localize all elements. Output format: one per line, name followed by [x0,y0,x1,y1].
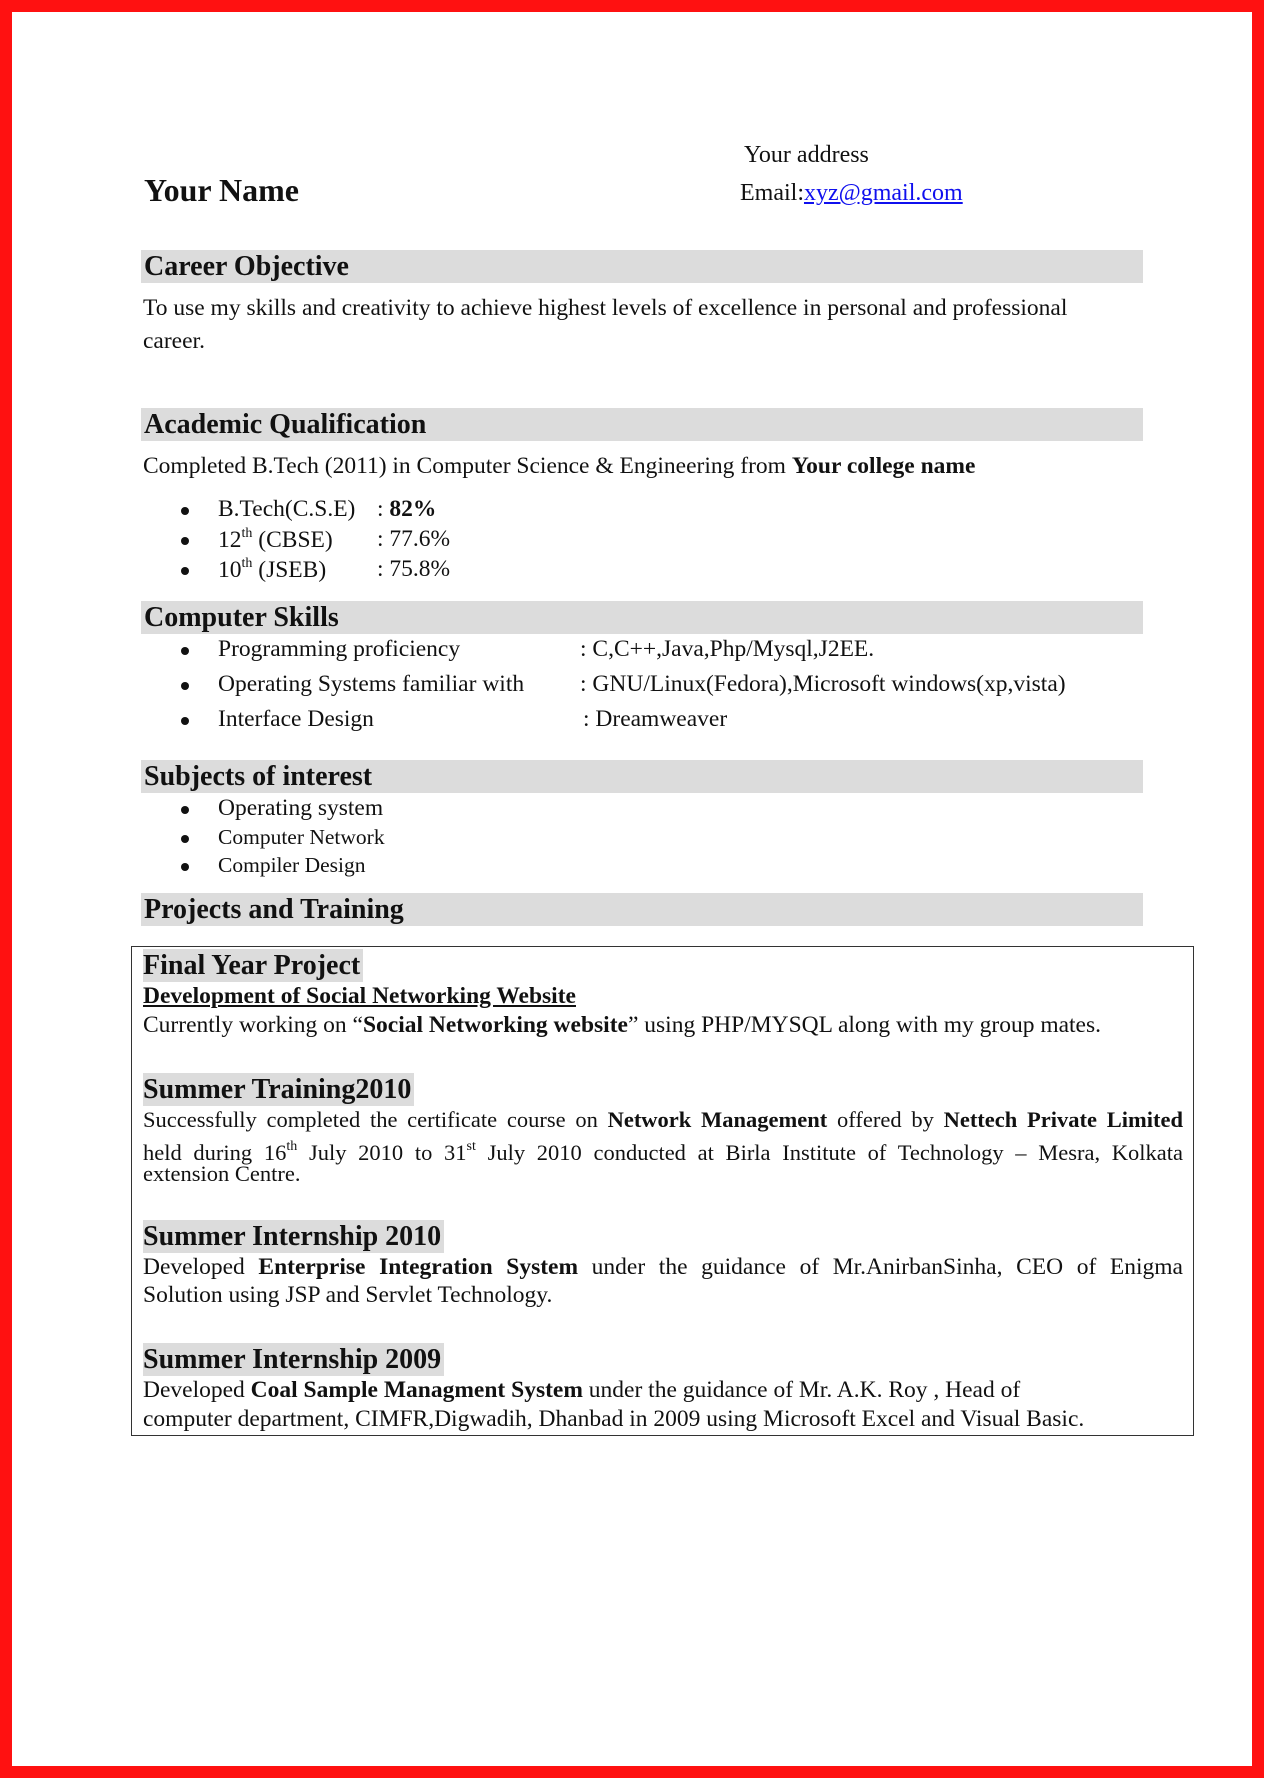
bullet [181,717,189,725]
section-career-objective: Career Objective [141,250,1143,283]
in10-l1-c: under the guidance of Mr.AnirbanSinha, CEO of Enigma [578,1254,1183,1280]
bullet [181,682,189,690]
academic-summary [143,453,975,480]
academic-item-2-sup: th [241,526,253,541]
skill-1-value: : C,C++,Java,Php/Mysql,J2EE. [580,636,875,662]
internship-2009-line-2: computer department, CIMFR,Digwadih, Dhanbad in 2009 using Microsoft Excel and Visual Basic. [143,1406,1085,1432]
fyp-text-a: Currently working on “ [143,1012,363,1038]
in09-l1-a: Developed [143,1377,251,1403]
skill-2-label: Operating Systems familiar with [218,671,525,697]
academic-item-3-board: (JSEB) [252,557,327,583]
academic-item-3-num: 10 [218,557,242,583]
bullet [181,835,189,843]
bullet [181,863,189,871]
candidate-name: Your Name [144,172,299,208]
section-academic-qualification: Academic Qualification [141,408,1143,441]
tr-l2-b: July 2010 to 31 [297,1140,467,1165]
college-name: Your college name [791,453,976,479]
email-link[interactable]: xyz@gmail.com [803,180,963,206]
email-line [740,180,963,207]
bullet [181,567,189,575]
objective-line-2: career. [143,328,205,354]
internship-2010-line-1 [143,1254,1183,1280]
in09-l1-b: Coal Sample Managment System [250,1377,583,1403]
tr-l1-a: Successfully completed the certificate course on [143,1107,608,1132]
in10-l1-a: Developed [143,1254,259,1280]
academic-item-1-value [377,496,436,523]
academic-item-2-value: : 77.6% [377,526,451,552]
summer-training-title: Summer Training2010 [143,1073,414,1106]
internship-2010-line-2: Solution using JSP and Servlet Technology. [143,1282,553,1308]
address: Your address [744,142,869,168]
subject-item: Operating system [218,795,384,821]
skill-2-value: : GNU/Linux(Fedora),Microsoft windows(xp,vista) [580,671,1066,697]
academic-item-3-label [218,556,326,584]
internship-2009-title: Summer Internship 2009 [143,1343,444,1376]
academic-item-2-label [218,526,333,554]
final-year-project-text [143,1012,1101,1039]
academic-item-1-label: B.Tech(C.S.E) [218,496,356,522]
subject-item: Computer Network [218,825,385,849]
academic-item-3-sup: th [241,556,253,571]
academic-item-2-board: (CBSE) [252,527,333,553]
email-label: Email: [740,180,804,206]
tr-l1-d: Nettech Private Limited [943,1107,1183,1132]
objective-line-1: To use my skills and creativity to achieve highest levels of excellence in personal and professional [143,295,1068,321]
internship-2009-line-1 [143,1377,1020,1404]
training-line-3: extension Centre. [143,1161,301,1186]
tr-l1-b: Network Management [607,1107,828,1132]
final-year-project-title: Final Year Project [143,949,363,982]
skill-1-label: Programming proficiency [218,636,461,662]
final-year-project-subtitle: Development of Social Networking Website [143,983,576,1009]
academic-item-1-score: 82% [389,496,437,522]
academic-summary-text: Completed B.Tech (2011) in Computer Science & Engineering from [143,453,792,479]
in09-l1-c: under the guidance of Mr. A.K. Roy , Head of [582,1377,1021,1403]
fyp-text-b: Social Networking website [362,1012,628,1038]
tr-l1-c: offered by [827,1107,944,1132]
tr-l2-sup2: st [466,1139,476,1154]
section-subjects-of-interest: Subjects of interest [141,760,1143,793]
academic-item-2-num: 12 [218,527,242,553]
in10-l1-b: Enterprise Integration System [258,1254,579,1280]
academic-item-3-value: : 75.8% [377,556,451,582]
bullet [181,806,189,814]
bullet [181,507,189,515]
tr-l2-sup1: th [286,1139,298,1154]
subject-item: Compiler Design [218,853,366,877]
tr-l2-c: July 2010 conducted at Birla Institute of Technology – Mesra, Kolkata [475,1140,1183,1165]
bullet [181,537,189,545]
bullet [181,647,189,655]
skill-3-label: Interface Design [218,706,374,732]
section-projects-training: Projects and Training [141,893,1143,926]
training-line-1 [143,1107,1183,1133]
skill-3-value: : Dreamweaver [583,706,728,732]
academic-item-1-colon: : [377,496,390,522]
internship-2010-title: Summer Internship 2010 [143,1220,444,1253]
section-computer-skills: Computer Skills [141,601,1143,634]
fyp-text-c: ” using PHP/MYSQL along with my group mates. [627,1012,1102,1038]
tr-l2-a: held during 16 [143,1140,287,1165]
